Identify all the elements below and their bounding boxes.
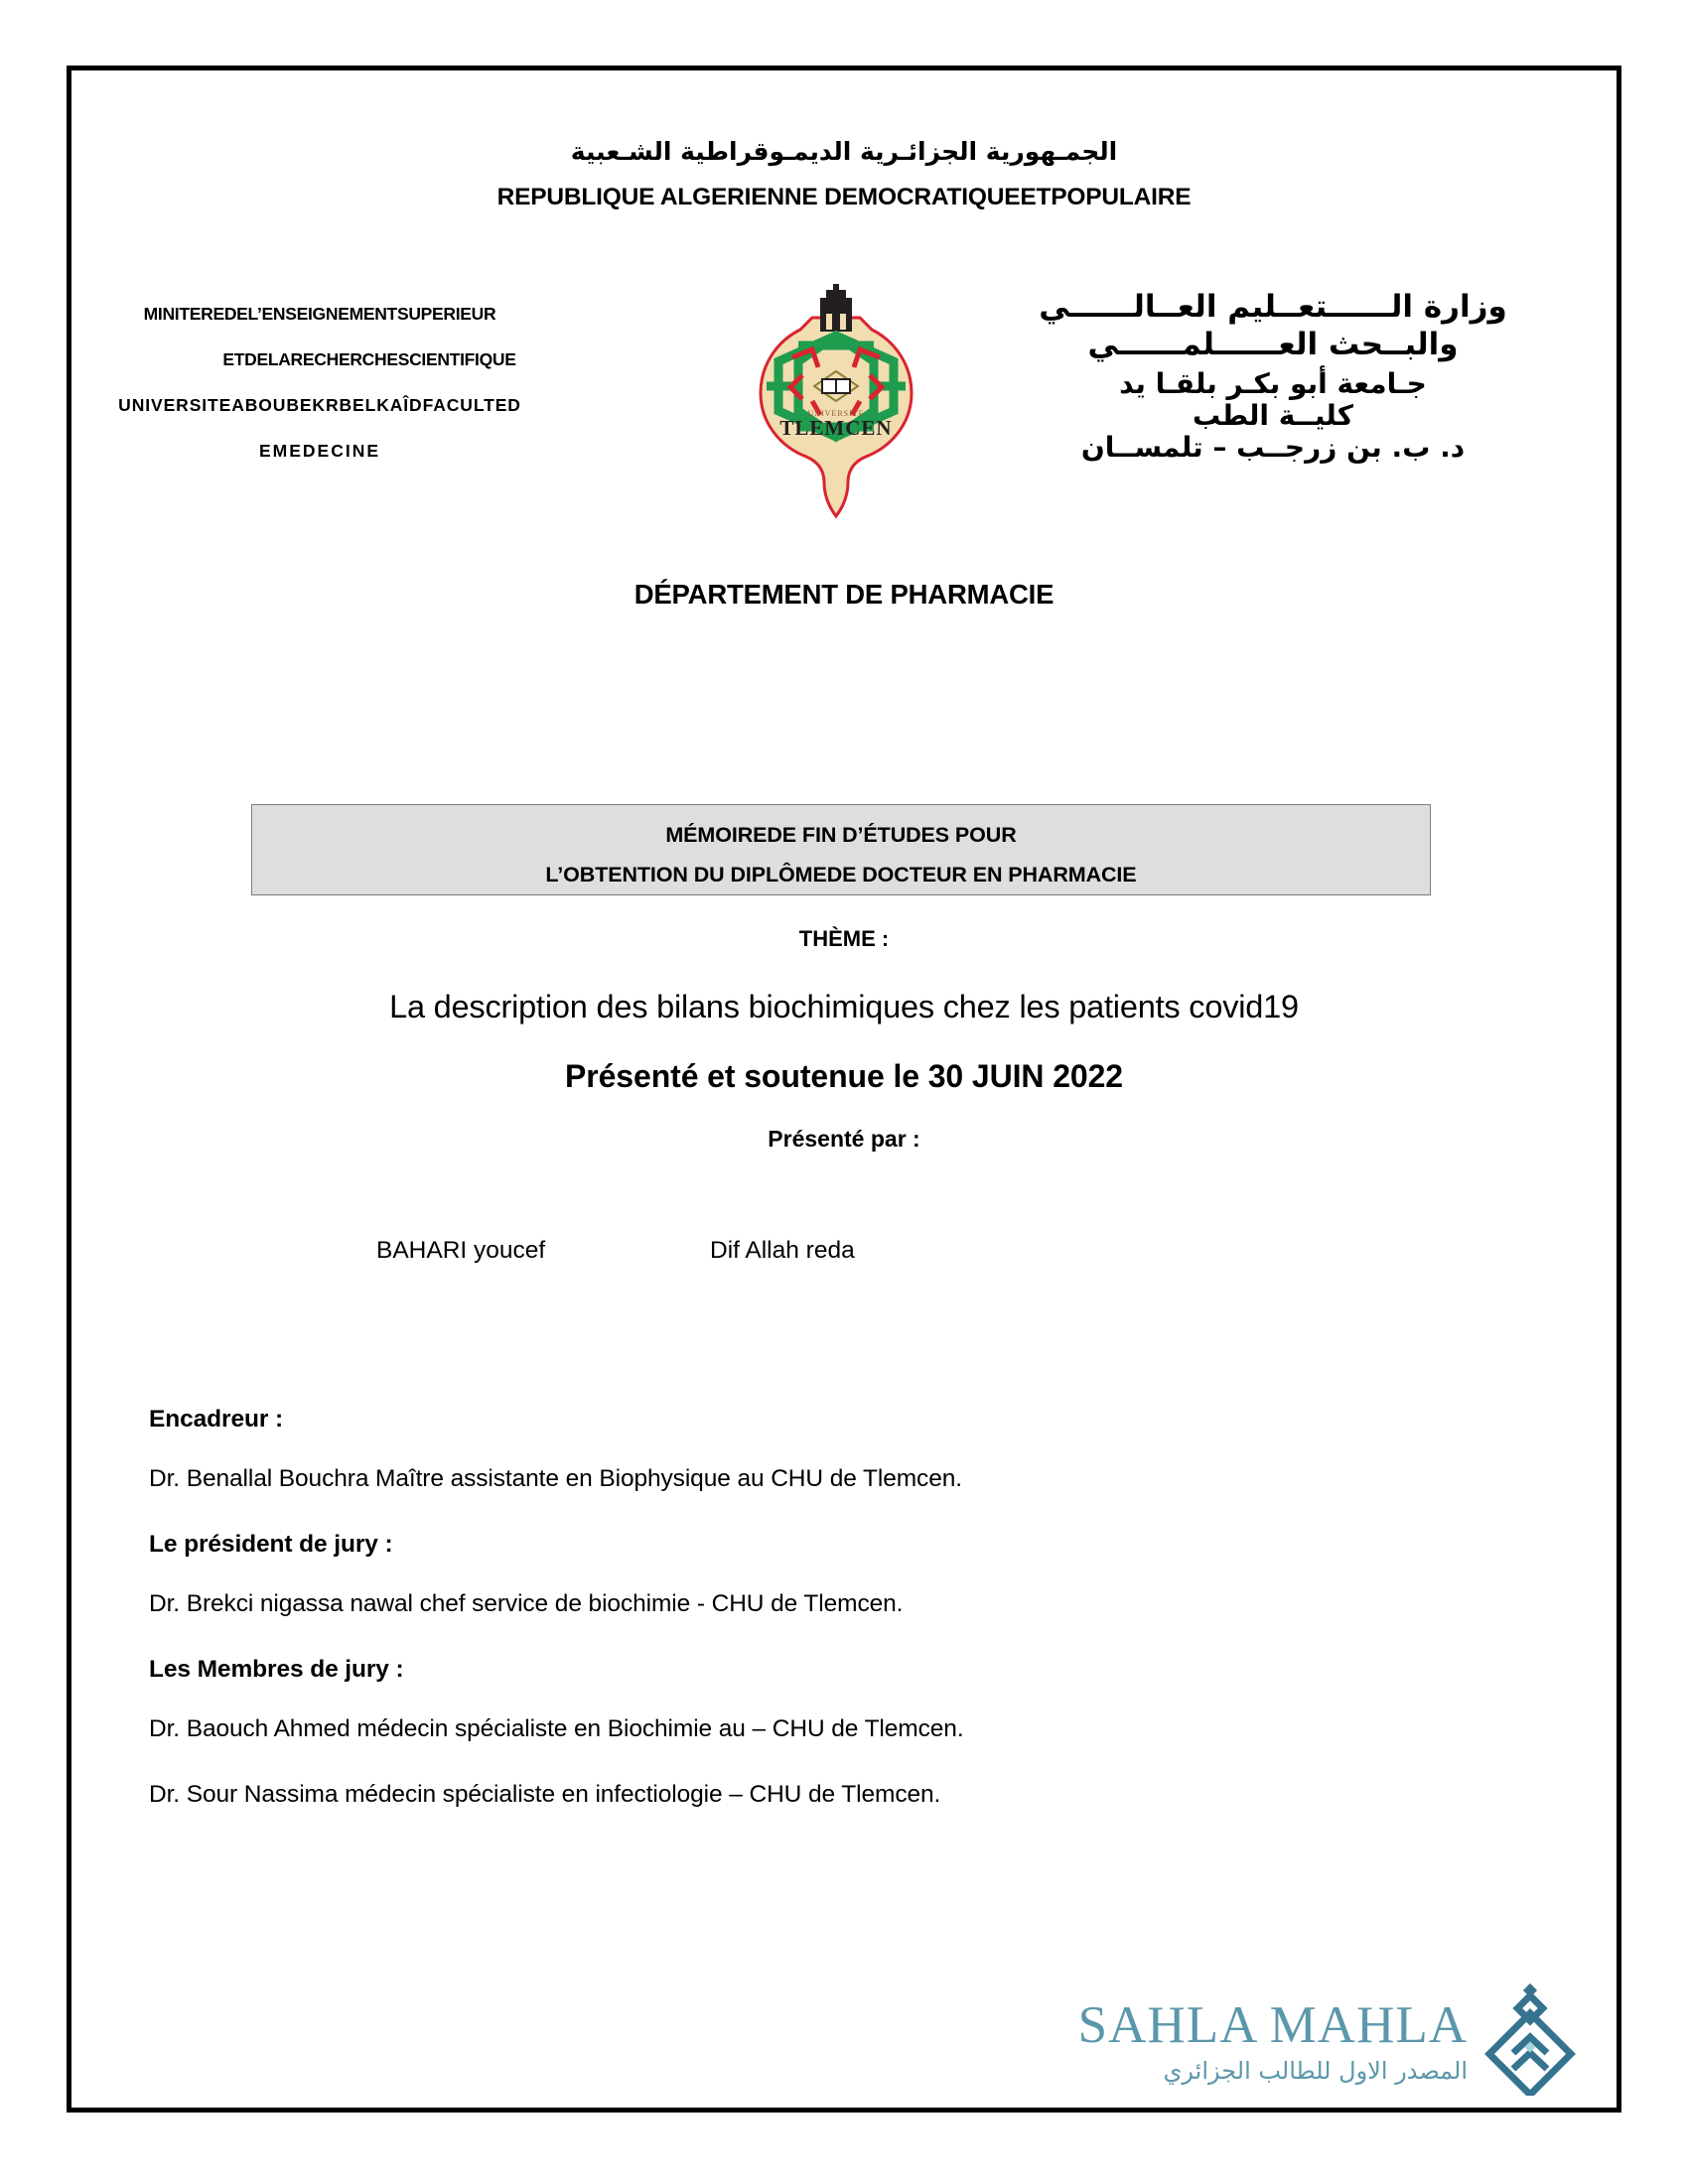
emblem-caption: TLEMCEN [779, 416, 893, 440]
defense-date-line: Présenté et soutenue le 30 JUIN 2022 [565, 1058, 1123, 1094]
republic-title-arabic: الجمـهورية الجزائـرية الديمـوقراطية الشـعبية [570, 137, 1118, 166]
university-emblem-icon [757, 284, 915, 522]
ministry-block-arabic [945, 284, 1601, 462]
president-label: Le président de jury : [149, 1531, 393, 1558]
ministry-line-4: EMEDECINE [258, 441, 381, 461]
institution-header-block [71, 284, 1617, 522]
thesis-type-line-2: L’OBTENTION DU DIPLÔMEDE DOCTEUR EN PHARMACIE [545, 863, 1137, 887]
author-name: Dif Allah reda [710, 1237, 855, 1264]
department-title: DÉPARTEMENT DE PHARMACIE [633, 579, 1055, 610]
authors-row [71, 1237, 1617, 1277]
thesis-type-box [251, 804, 1431, 895]
ministry-ar-line-5: د. ب. بن زرجــب – تلمســان [1080, 431, 1466, 464]
jury-section [149, 1406, 1539, 1846]
jury-member-entry: Dr. Sour Nassima médecin spécialiste en infectiologie – CHU de Tlemcen. [149, 1781, 941, 1808]
watermark-brand: SAHLA MAHLA [1077, 1996, 1468, 2054]
republic-title-french: REPUBLIQUE ALGERIENNE DEMOCRATIQUEETPOPULAIRE [496, 184, 1192, 210]
author-name: BAHARI youcef [376, 1237, 546, 1264]
jury-member-entry: Dr. Baouch Ahmed médecin spécialiste en Biochimie au – CHU de Tlemcen. [149, 1715, 964, 1742]
members-label: Les Membres de jury : [149, 1656, 404, 1683]
watermark-tagline: المصدر الاول للطالب الجزائري [1163, 2057, 1468, 2085]
theme-label: THÈME : [798, 926, 890, 951]
ministry-ar-line-4: كليــة الطب [1192, 399, 1354, 432]
ministry-line-3: UNIVERSITEABOUBEKRBELKAÎDFACULTED [118, 395, 521, 415]
svg-text:UNIVERSITE: UNIVERSITE [807, 409, 865, 418]
ministry-line-2: ETDELARECHERCHESCIENTIFIQUE [222, 349, 516, 369]
thesis-type-line-1: MÉMOIREDE FIN D’ÉTUDES POUR [665, 823, 1017, 847]
ministry-ar-line-1: وزارة الــــــتعــليم العــالــــــي [1039, 289, 1507, 325]
ministry-line-1: MINITEREDEL’ENSEIGNEMENTSUPERIEUR [143, 304, 496, 324]
supervisor-label: Encadreur : [149, 1406, 284, 1433]
ministry-ar-line-3: جـامعة أبو بكـر بلقـا يد [1119, 367, 1427, 400]
supervisor-entry: Dr. Benallal Bouchra Maître assistante en Biophysique au CHU de Tlemcen. [149, 1465, 962, 1492]
president-entry: Dr. Brekci nigassa nawal chef service de biochimie - CHU de Tlemcen. [149, 1590, 904, 1617]
page-border-frame [67, 66, 1621, 2113]
sahla-mahla-logo-icon [1476, 1981, 1587, 2096]
ministry-ar-line-2: والبــحث العــــــلمــــــي [1087, 327, 1459, 362]
thesis-title: La description des bilans biochimiques chez les patients covid19 [389, 989, 1299, 1024]
presented-by-label: Présenté par : [768, 1126, 920, 1152]
sahla-mahla-watermark [1070, 1981, 1587, 2096]
